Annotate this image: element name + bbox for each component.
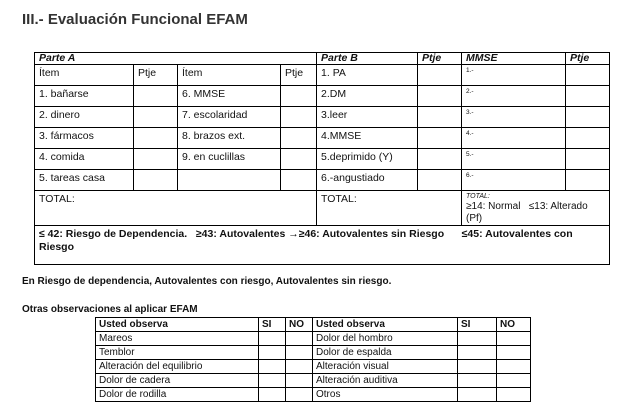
mmse-item: 3.- — [462, 107, 566, 128]
score-cell[interactable] — [566, 128, 610, 149]
part-b-ptje-header: Ptje — [418, 53, 462, 65]
si-cell[interactable] — [259, 332, 286, 346]
observation-label: Otros — [313, 388, 458, 402]
observation-label: Mareos — [96, 332, 259, 346]
no-cell[interactable] — [497, 332, 531, 346]
efam-row — [35, 86, 610, 107]
observation-label: Alteración del equilibrio — [96, 360, 259, 374]
mmse-total-label: TOTAL: — [466, 193, 490, 200]
part-b-item: 3.leer — [317, 107, 418, 128]
si-header: SI — [259, 318, 286, 332]
score-cell[interactable] — [566, 170, 610, 191]
part-b-item: 4.MMSE — [317, 128, 418, 149]
mmse-item: 5.- — [462, 149, 566, 170]
score-cell[interactable] — [281, 149, 317, 170]
efam-header-row — [35, 53, 610, 65]
part-a-total: TOTAL: — [35, 191, 317, 226]
ptje-header: Ptje — [281, 65, 317, 86]
part-b-total: TOTAL: — [317, 191, 462, 226]
part-a-item: 1. bañarse — [35, 86, 134, 107]
part-a-item: 9. en cuclillas — [178, 149, 281, 170]
score-cell[interactable] — [566, 65, 610, 86]
score-cell[interactable] — [281, 86, 317, 107]
observation-label: Temblor — [96, 346, 259, 360]
score-cell[interactable] — [566, 86, 610, 107]
score-cell[interactable] — [134, 149, 178, 170]
mmse-total — [462, 191, 610, 226]
item-header: Ítem — [35, 65, 134, 86]
score-cell[interactable] — [418, 128, 462, 149]
mmse-result-legend: ≥14: Normal ≤13: Alterado (Pf) — [466, 201, 588, 224]
result-note: En Riesgo de dependencia, Autovalentes con riesgo, Autovalentes sin riesgo. — [22, 276, 392, 287]
si-cell[interactable] — [259, 388, 286, 402]
efam-row — [35, 170, 610, 191]
part-a-header: Parte A — [35, 53, 317, 65]
no-cell[interactable] — [497, 388, 531, 402]
no-cell[interactable] — [497, 374, 531, 388]
part-b-item: 6.-angustiado — [317, 170, 418, 191]
observe-header: Usted observa — [96, 318, 259, 332]
observation-label: Alteración visual — [313, 360, 458, 374]
efam-row — [35, 107, 610, 128]
observation-label: Dolor de cadera — [96, 374, 259, 388]
part-a-item: 8. brazos ext. — [178, 128, 281, 149]
mmse-item: 1.- — [462, 65, 566, 86]
si-cell[interactable] — [259, 374, 286, 388]
efam-table — [34, 52, 610, 265]
score-cell[interactable] — [281, 128, 317, 149]
si-cell[interactable] — [259, 360, 286, 374]
part-a-item — [178, 170, 281, 191]
score-cell[interactable] — [134, 86, 178, 107]
observation-label: Dolor del hombro — [313, 332, 458, 346]
score-cell[interactable] — [418, 170, 462, 191]
score-cell[interactable] — [418, 86, 462, 107]
part-a-item: 4. comida — [35, 149, 134, 170]
si-cell[interactable] — [259, 346, 286, 360]
no-cell[interactable] — [497, 360, 531, 374]
no-cell[interactable] — [286, 388, 313, 402]
mmse-item: 2.- — [462, 86, 566, 107]
si-cell[interactable] — [458, 360, 497, 374]
si-cell[interactable] — [458, 388, 497, 402]
part-b-item: 5.deprimido (Y) — [317, 149, 418, 170]
observations-title: Otras observaciones al aplicar EFAM — [22, 304, 198, 315]
part-a-item: 3. fármacos — [35, 128, 134, 149]
no-cell[interactable] — [286, 332, 313, 346]
no-header: NO — [286, 318, 313, 332]
si-header: SI — [458, 318, 497, 332]
observation-row — [96, 388, 531, 402]
mmse-header: MMSE — [462, 53, 566, 65]
ptje-header: Ptje — [134, 65, 178, 86]
part-b-header: Parte B — [317, 53, 418, 65]
mmse-ptje-header: Ptje — [566, 53, 610, 65]
score-cell[interactable] — [134, 128, 178, 149]
observation-row — [96, 360, 531, 374]
observe-header: Usted observa — [313, 318, 458, 332]
part-a-item: 5. tareas casa — [35, 170, 134, 191]
efam-legend-row — [35, 226, 610, 265]
score-cell[interactable] — [281, 170, 317, 191]
part-a-item: 2. dinero — [35, 107, 134, 128]
si-cell[interactable] — [458, 374, 497, 388]
part-b-item: 2.DM — [317, 86, 418, 107]
observation-label: Dolor de rodilla — [96, 388, 259, 402]
part-b-item: 1. PA — [317, 65, 418, 86]
observations-header-row — [96, 318, 531, 332]
mmse-item: 4.- — [462, 128, 566, 149]
efam-row — [35, 128, 610, 149]
no-cell[interactable] — [286, 374, 313, 388]
item-header: Ítem — [178, 65, 281, 86]
observation-label: Dolor de espalda — [313, 346, 458, 360]
efam-total-row — [35, 191, 610, 226]
score-cell[interactable] — [418, 149, 462, 170]
observation-label: Alteración auditiva — [313, 374, 458, 388]
efam-row — [35, 149, 610, 170]
mmse-item: 6.- — [462, 170, 566, 191]
section-title: III.- Evaluación Funcional EFAM — [22, 11, 248, 28]
si-cell[interactable] — [458, 332, 497, 346]
observation-row — [96, 332, 531, 346]
part-a-item: 6. MMSE — [178, 86, 281, 107]
score-cell[interactable] — [566, 149, 610, 170]
observation-row — [96, 374, 531, 388]
score-cell[interactable] — [418, 107, 462, 128]
score-cell[interactable] — [566, 107, 610, 128]
observations-table — [95, 317, 531, 402]
no-cell[interactable] — [497, 346, 531, 360]
score-cell[interactable] — [418, 65, 462, 86]
part-a-item: 7. escolaridad — [178, 107, 281, 128]
no-cell[interactable] — [286, 360, 313, 374]
no-header: NO — [497, 318, 531, 332]
si-cell[interactable] — [458, 346, 497, 360]
score-cell[interactable] — [134, 107, 178, 128]
efam-legend: ≤ 42: Riesgo de Dependencia. ≥43: Autovalentes →≥46: Autovalentes sin Riesgo ≤45: Autovalentes con Riesgo — [35, 226, 610, 265]
observation-row — [96, 346, 531, 360]
no-cell[interactable] — [286, 346, 313, 360]
score-cell[interactable] — [281, 107, 317, 128]
efam-item-row — [35, 65, 610, 86]
score-cell[interactable] — [134, 170, 178, 191]
